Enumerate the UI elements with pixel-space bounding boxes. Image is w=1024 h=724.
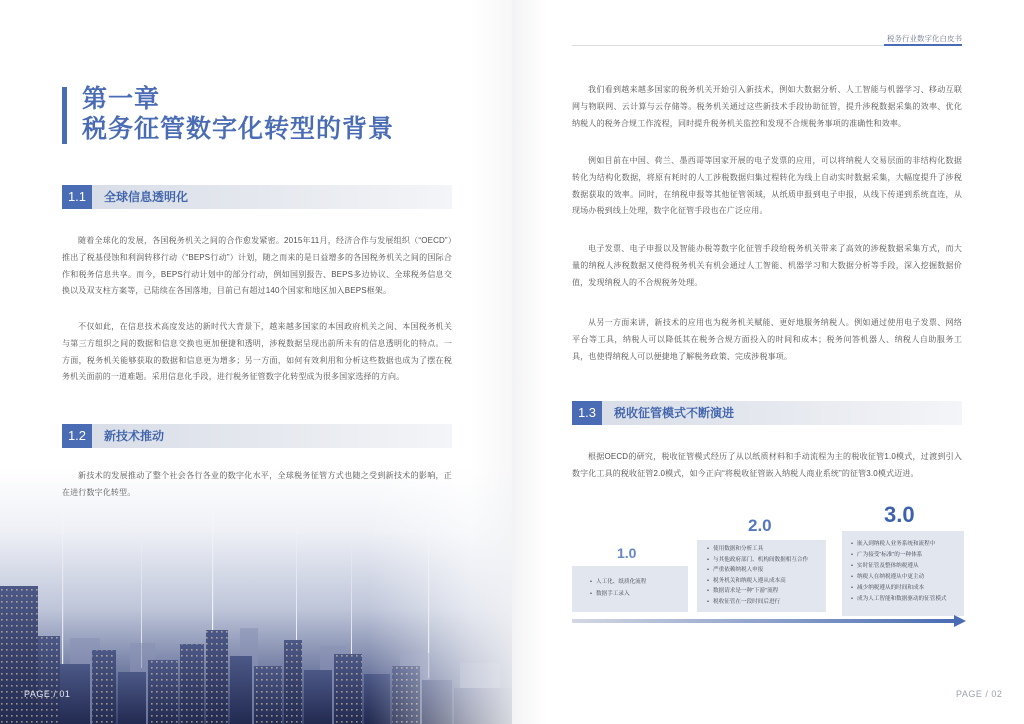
list-item: • 减少纳税遵从的时间和成本 [851,583,947,594]
section-header-1-2 [62,424,452,448]
list-item: • 嵌入到纳税人业务系统和流程中 [851,539,947,550]
section-title: 税收征管模式不断演进 [614,406,735,420]
header-rule-accent [884,44,962,46]
section-header-1-3 [572,401,962,425]
section-title: 全球信息透明化 [104,190,189,204]
chapter-accent-bar [62,87,67,144]
page-number-left: PAGE / 01 [24,689,71,699]
list-item: • 实时征管及整体纳税遵从 [851,561,947,572]
section-title: 新技术推动 [104,429,165,443]
section-number: 1.3 [572,401,602,425]
stage-label-3: 3.0 [884,502,915,527]
city-skyline-image [0,468,512,724]
chapter-label: 第一章 [82,85,161,113]
list-item: • 数据请求是一种“下游”流程 [707,586,808,597]
paragraph: 不仅如此，在信息技术高度发达的新时代大背景下，越来越多国家的本国政府机关之间、本国税务机关与第三方组织之间的数据和信息交换也更加便捷和透明，涉税数据呈现出前所未有的信息透明化的特点。一方面，税务机关能够获取的数据和信息更为增多；另一方面，如何有效利用和分析这些数据也成为了摆在税务机关面前的一道难题。采用信息化手段，进行税务征管数字化转型成为很多国家选择的方向。 [62,322,452,382]
list-item: • 纳税人在纳税遵从中更主动 [851,572,947,583]
list-item: • 成为人工智能和数据驱动的征管模式 [851,594,947,605]
paragraph: 例如目前在中国、荷兰、墨西哥等国家开展的电子发票的应用，可以将纳税人交易层面的非结构化数据转化为结构化数据，将原有耗时的人工涉税数据归集过程转化为线上自动实时数据采集，大幅度提升了涉税数据获取的效率。同时，在纳税申报等其他征管领域，从纸质申报到电子申报，从线下传递到系统直连，从现场办税到线上处理，数字化征管手段也在广泛应用。 [572,156,962,216]
stage-1-list [590,577,646,600]
chapter-title: 税务征管数字化转型的背景 [82,115,395,143]
section-header-1-1 [62,185,452,209]
paragraph: 从另一方面来讲，新技术的应用也为税务机关赋能、更好地服务纳税人。例如通过使用电子发票、网络平台等工具，纳税人可以降低其在税务合规方面投入的时间和成本；税务问答机器人、纳税人自助服务工具，也使得纳税人可以便捷地了解税务政策、完成涉税事项。 [572,318,962,361]
progress-arrow [572,615,966,627]
paragraph: 我们看到越来越多国家的税务机关开始引入新技术，例如大数据分析、人工智能与机器学习、移动互联网与物联网、云计算与云存储等。税务机关通过这些新技术手段协助征管，提升涉税数据采集的效率、优化纳税人的税务合规工作流程，同时提升税务机关监控和发现不合规税务事项的准确性和效率。 [572,85,962,128]
stage-2-list [707,544,808,608]
paragraph: 根据OECD的研究，税收征管模式经历了从以纸质材料和手动流程为主的税收征管1.0模式，过渡到引入数字化工具的税收征管2.0模式，如今正向“将税收征管嵌入纳税人商业系统”的征管3.0模式迈进。 [572,452,962,478]
list-item: • 人工化、纸质化流程 [590,577,646,589]
stage-label-2: 2.0 [748,516,772,535]
running-header: 税务行业数字化白皮书 [887,34,962,43]
gutter-shadow-left [470,0,512,724]
paragraph: 电子发票、电子申报以及智能办税等数字化征管手段给税务机关带来了高效的涉税数据采集方式，而大量的纳税人涉税数据又使得税务机关有机会通过人工智能、机器学习和大数据分析等手段，深入挖掘数据价值，发现纳税人的不合规税务处理。 [572,244,962,287]
list-item: • 税务机关和纳税人遵从成本高 [707,576,808,587]
paragraph: 新技术的发展推动了整个社会各行各业的数字化水平，全球税务征管方式也随之受到新技术的影响，正在进行数字化转型。 [62,471,452,497]
list-item: • 税收征管在一段时间后进行 [707,597,808,608]
list-item: • 严重依赖纳税人申报 [707,565,808,576]
paragraph: 随着全球化的发展，各国税务机关之间的合作愈发紧密。2015年11月，经济合作与发展组织（“OECD”）推出了税基侵蚀和利润转移行动（“BEPS行动”）计划，随之而来的是日益增多的各国税务机关之间的国际合作和税务信息共享。而今，BEPS行动计划中的部分行动，例如国别报告、BEPS多边协议、全球税务信息交换以及双支柱方案等，已陆续在各国落地，目前已有超过140个国家和地区加入BEPS框架。 [62,236,452,296]
page-number-right: PAGE / 02 [956,689,1003,699]
list-item: • 广为接受“标准”的一种体系 [851,550,947,561]
section-number: 1.1 [62,185,92,209]
section-number: 1.2 [62,424,92,448]
list-item: • 使用数据和分析工具 [707,544,808,555]
gutter-shadow-right [512,0,546,724]
stage-3-list [851,539,947,605]
stage-label-1: 1.0 [617,545,637,561]
list-item: • 与其他政府部门、机构间数据相互合作 [707,555,808,566]
list-item: • 数据手工录入 [590,589,646,601]
